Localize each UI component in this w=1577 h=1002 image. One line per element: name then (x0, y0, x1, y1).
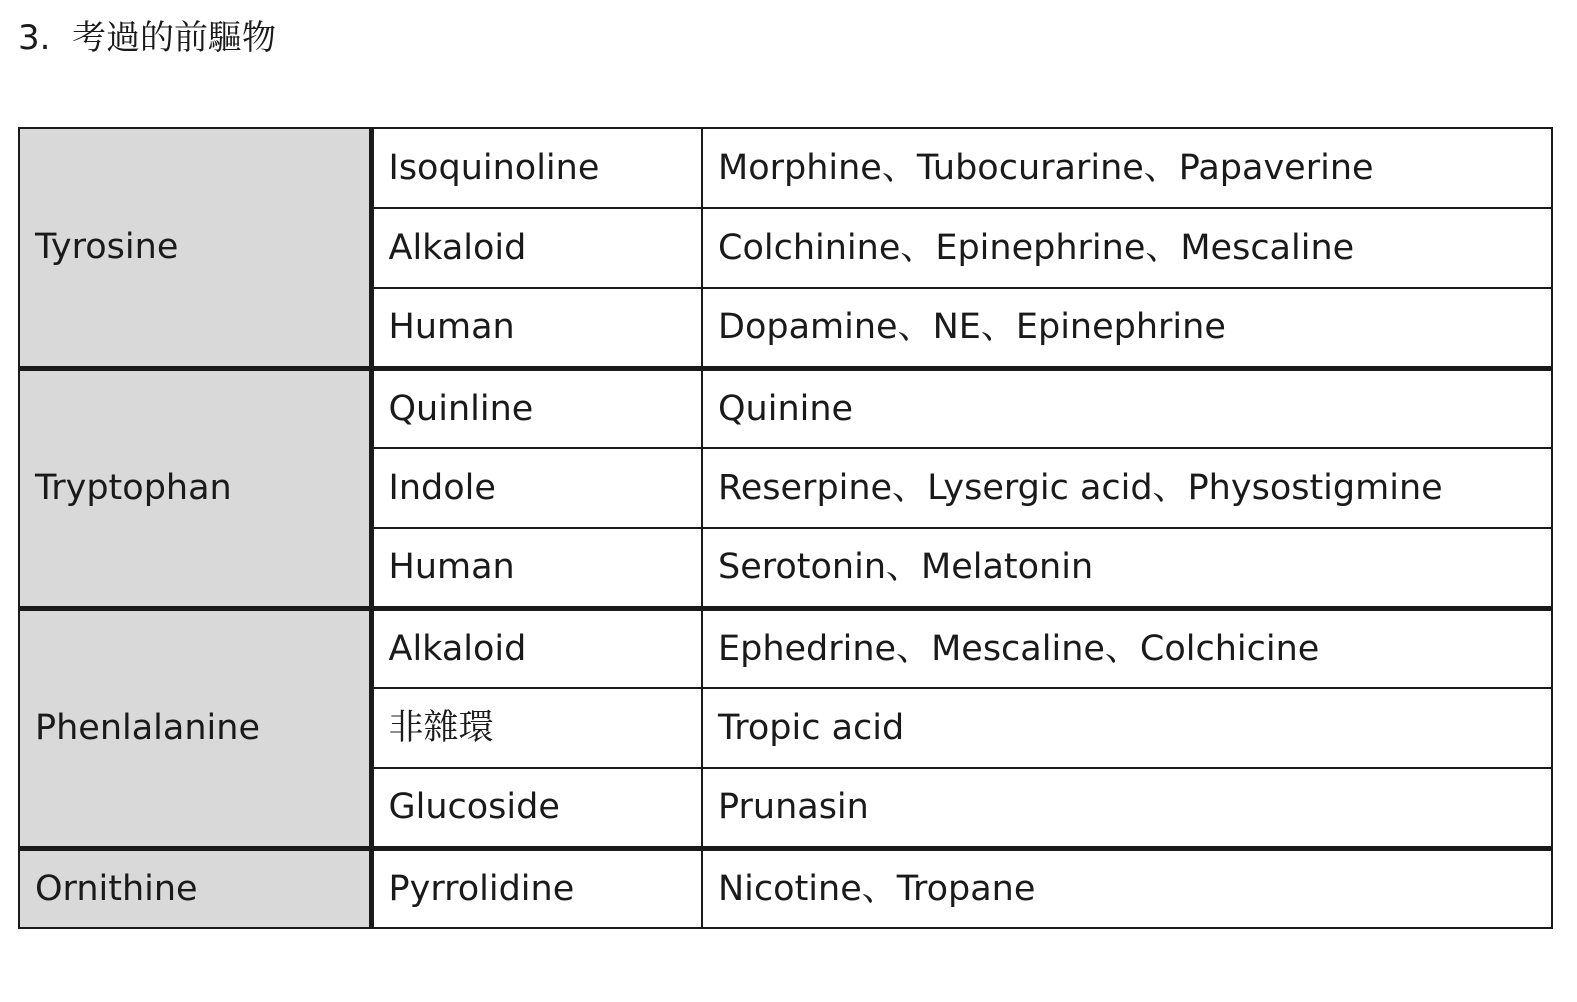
example-compounds-cell: Tropic acid (702, 688, 1552, 768)
precursor-cell: Ornithine (19, 848, 371, 928)
section-number: 3. (18, 18, 51, 58)
section-heading (18, 14, 276, 62)
precursor-table (18, 127, 1553, 929)
compound-class-cell: Alkaloid (371, 208, 702, 288)
example-compounds-cell: Prunasin (702, 768, 1552, 848)
compound-class-cell: Glucoside (371, 768, 702, 848)
table-row (19, 608, 1552, 688)
compound-class-cell: Human (371, 528, 702, 608)
table-row (19, 848, 1552, 928)
precursor-cell: Tryptophan (19, 368, 371, 608)
example-compounds-cell: Ephedrine、Mescaline、Colchicine (702, 608, 1552, 688)
example-compounds-cell: Serotonin、Melatonin (702, 528, 1552, 608)
precursor-cell: Tyrosine (19, 128, 371, 368)
compound-class-cell: Human (371, 288, 702, 368)
example-compounds-cell: Reserpine、Lysergic acid、Physostigmine (702, 448, 1552, 528)
compound-class-cell: Quinline (371, 368, 702, 448)
compound-class-cell: 非雜環 (371, 688, 702, 768)
compound-class-cell: Indole (371, 448, 702, 528)
compound-class-cell: Alkaloid (371, 608, 702, 688)
compound-class-cell: Isoquinoline (371, 128, 702, 208)
example-compounds-cell: Morphine、Tubocurarine、Papaverine (702, 128, 1552, 208)
table-row (19, 368, 1552, 448)
compound-class-cell: Pyrrolidine (371, 848, 702, 928)
example-compounds-cell: Dopamine、NE、Epinephrine (702, 288, 1552, 368)
example-compounds-cell: Colchinine、Epinephrine、Mescaline (702, 208, 1552, 288)
example-compounds-cell: Quinine (702, 368, 1552, 448)
section-title: 考過的前驅物 (72, 18, 276, 58)
precursor-cell: Phenlalanine (19, 608, 371, 848)
table-row (19, 128, 1552, 208)
example-compounds-cell: Nicotine、Tropane (702, 848, 1552, 928)
